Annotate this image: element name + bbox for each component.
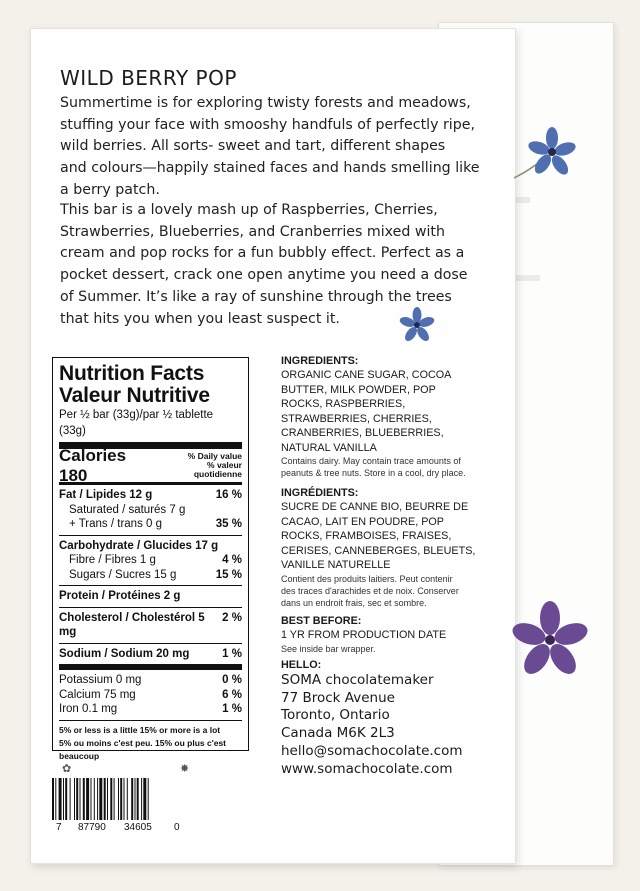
hello-section [281, 658, 501, 778]
allergen-note-fr: dans un endroit frais, sec et sombre. [281, 597, 427, 608]
ingredients-heading-fr: INGRÉDIENTS: [281, 487, 359, 499]
ingredient-line: SUCRE DE CANNE BIO, BEURRE DE [281, 501, 469, 513]
intro-line: Summertime is for exploring twisty forests and meadows, [60, 95, 471, 111]
small-blue-flower-illustration [396, 305, 440, 345]
nutrient-label: + Trans / trans 0 g [69, 518, 163, 530]
barcode-bar [120, 778, 122, 820]
nutrient-row [59, 488, 242, 503]
email-link[interactable]: hello@somachocolate.com [281, 742, 463, 759]
nutrient-label: Fibre / Fibres 1 g [69, 554, 156, 566]
nutrient-dv: 1 % [222, 647, 242, 660]
hello-heading: HELLO: [281, 659, 322, 671]
nutrient-dv: 4 % [222, 554, 242, 566]
ingredient-line: NATURAL VANILLA [281, 441, 377, 454]
nutrient-row [59, 589, 242, 604]
protein-block [59, 586, 242, 608]
ingredient-line: CACAO, LAIT EN POUDRE, POP [281, 515, 444, 528]
best-before-section [281, 614, 501, 655]
minerals-block [59, 670, 242, 721]
barcode-bar [104, 778, 106, 820]
ingredient-line: STRAWBERRIES, CHERRIES, [281, 412, 432, 425]
ingredient-line: ROCKS, FRAMBOISES, FRAISES, [281, 530, 452, 542]
carb-block [59, 536, 242, 587]
footnote-en: 5% or less is a little 15% or more is a lot [59, 724, 221, 735]
nutrient-dv: 0 % [222, 674, 242, 686]
leaf-icon: ✿ [62, 762, 72, 775]
barcode-digit: 0 [174, 822, 180, 833]
body-line: pocket dessert, crack one open anytime you need a dose [60, 267, 468, 284]
daily-value-header [158, 452, 242, 479]
serving-size: Per ½ bar (33g)/par ½ tablette (33g) [59, 407, 242, 449]
barcode-bar [63, 778, 64, 820]
barcode-digits: 34605 [124, 822, 152, 833]
nutrient-label: Cholesterol / Cholestérol 5 mg [59, 611, 205, 638]
contact-line: Toronto, Ontario [281, 707, 390, 724]
nutrient-dv: 16 % [215, 489, 242, 501]
nutrient-label: Carbohydrate / Glucides 17 g [59, 539, 219, 552]
ingredients-fr [281, 486, 501, 609]
intro-line: and colours—happily stained faces and hands smelling like [60, 160, 480, 177]
nutrient-label: Calcium 75 mg [59, 688, 136, 701]
nutrient-row [59, 503, 242, 518]
barcode-digit: 7 [56, 822, 62, 833]
barcode-bar [143, 778, 146, 820]
contact-line: SOMA chocolatemaker [281, 672, 434, 688]
barcode-bar [137, 778, 139, 820]
barcode-bar [99, 778, 102, 820]
barcode-bar [127, 778, 128, 820]
nutrient-row [59, 611, 242, 640]
sodium-block [59, 644, 242, 671]
ingredients-heading: INGREDIENTS: [281, 355, 359, 367]
intro-line: stuffing your face with smooshy handfuls of perfectly ripe, [60, 116, 475, 133]
barcode-bar [94, 778, 95, 820]
allergen-note: peanuts & tree nuts. Store in a cool, dry place. [281, 468, 466, 478]
allergen-note: Contains dairy. May contain trace amounts of [281, 456, 461, 466]
ingredient-line: ROCKS, RASPBERRIES, [281, 398, 406, 410]
cholesterol-block [59, 608, 242, 644]
nutrient-label: Protein / Protéines 2 g [59, 590, 181, 602]
barcode-bar [70, 778, 71, 820]
nutrient-label: Iron 0.1 mg [59, 703, 118, 715]
best-before-note: See inside bar wrapper. [281, 643, 376, 654]
barcode-bar [80, 778, 81, 820]
nutrient-row [59, 673, 242, 688]
daily-value-header-fr: % valeur quotidienne [193, 460, 242, 479]
barcode-bar [97, 778, 98, 820]
barcode-bar [83, 778, 85, 820]
body-line: of Summer. It’s like a ray of sunshine through the trees [60, 288, 452, 305]
barcode-bar [107, 778, 108, 820]
barcode-bar [110, 778, 112, 820]
contact-line: Canada M6K 2L3 [281, 725, 395, 742]
intro-line: wild berries. All sorts- sweet and tart, different shapes [60, 138, 446, 155]
barcode-bar [135, 778, 136, 820]
barcode-bar [118, 778, 119, 820]
barcode-bar [76, 778, 78, 820]
nutrient-row [59, 702, 242, 717]
contact-line: 77 Brock Avenue [281, 689, 395, 706]
ingredient-line: CRANBERRIES, BLUEBERRIES, [281, 427, 444, 439]
intro-line: a berry patch. [60, 181, 160, 198]
nutrient-row [59, 647, 242, 662]
nutrient-label: Saturated / saturés 7 g [69, 503, 186, 516]
footnote-fr: 5% ou moins c'est peu. 15% ou plus c'est beaucoup [59, 737, 227, 761]
nutrition-title-fr: Valeur Nutritive [59, 384, 210, 407]
purple-flower-illustration [512, 600, 592, 682]
barcode-bar [148, 778, 149, 820]
best-before-heading: BEST BEFORE: [281, 615, 362, 627]
barcode-bar [86, 778, 89, 820]
bee-icon: ✸ [180, 762, 190, 775]
product-title: WILD BERRY POP [60, 66, 237, 90]
nutrient-row [59, 568, 242, 583]
nutrient-dv: 35 % [215, 518, 242, 530]
barcode-bar [52, 778, 54, 820]
best-before-value: 1 YR FROM PRODUCTION DATE [281, 629, 447, 641]
nutrient-dv: 15 % [215, 568, 242, 581]
allergen-note-fr: des traces d'arachides et de noix. Conserver [281, 585, 459, 596]
barcode-bar [74, 778, 75, 820]
nutrition-facts-table [52, 357, 249, 761]
barcode-bar [55, 778, 56, 820]
ingredient-line: CERISES, CANNEBERGES, BLEUETS, [281, 544, 476, 557]
body-line: that hits you when you least suspect it. [60, 310, 340, 327]
nutrient-row [59, 553, 242, 568]
barcode-digits: 87790 [78, 822, 106, 833]
ingredient-line: BUTTER, MILK POWDER, POP [281, 383, 436, 396]
nutrient-label: Sodium / Sodium 20 mg [59, 647, 190, 660]
barcode-bar [65, 778, 67, 820]
barcode-bar [131, 778, 133, 820]
nutrient-label: Fat / Lipides 12 g [59, 489, 153, 501]
intro-paragraph [60, 93, 498, 202]
nutrient-label: Sugars / Sucres 15 g [69, 568, 177, 581]
barcode [52, 778, 188, 820]
ingredient-line: ORGANIC CANE SUGAR, COCOA [281, 369, 452, 381]
nutrition-footnote [59, 721, 242, 763]
calories-value: Calories 180 [59, 445, 127, 485]
nutrient-row [59, 517, 242, 532]
calories-row [59, 445, 242, 485]
nutrient-dv: 1 % [222, 703, 242, 715]
body-line: cream and pop rocks for a fun bubbly effect. Perfect as a [60, 245, 465, 262]
body-line: This bar is a lovely mash up of Raspberries, Cherries, [60, 202, 438, 218]
ingredients-en [281, 354, 501, 479]
allergen-note-fr: Contient des produits laitiers. Peut contenir [281, 573, 453, 584]
ingredient-line: VANILLE NATURELLE [281, 559, 391, 571]
body-line: Strawberries, Blueberries, and Cranberries mixed with [60, 223, 445, 240]
barcode-bar [91, 778, 92, 820]
nutrition-title-en: Nutrition Facts [59, 362, 205, 385]
nutrient-row [59, 688, 242, 703]
barcode-bar [59, 778, 62, 820]
barcode-bar [124, 778, 125, 820]
barcode-bar [114, 778, 115, 820]
nutrient-row [59, 539, 242, 554]
daily-value-header-en: % Daily value [187, 451, 242, 461]
nutrient-dv: 6 % [222, 688, 242, 701]
fat-block [59, 485, 242, 536]
blue-flower-illustration [512, 126, 580, 184]
nutrient-label: Potassium 0 mg [59, 674, 142, 686]
barcode-bar [141, 778, 142, 820]
website-link[interactable]: www.somachocolate.com [281, 760, 453, 777]
nutrient-dv: 2 % [222, 611, 242, 624]
